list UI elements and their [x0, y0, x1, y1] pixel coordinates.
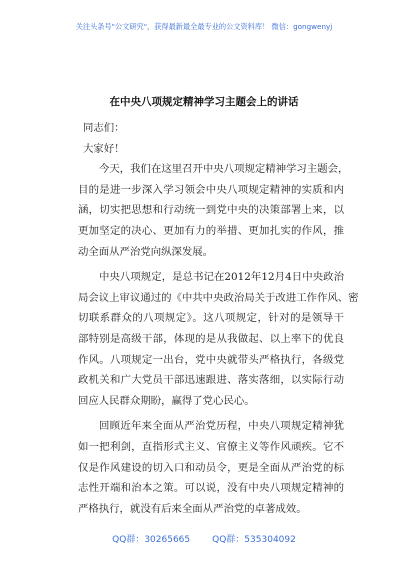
salutation: 同志们：	[83, 122, 125, 134]
document-title: 在中央八项规定精神学习主题会上的讲话	[109, 96, 299, 108]
footer	[0, 534, 408, 546]
paragraph	[78, 416, 344, 519]
greeting: 大家好！	[83, 142, 125, 155]
text-line: 作风。八项规定一出台，党中央就带头严格执行，各级党	[78, 353, 344, 366]
text-line: 中央八项规定，是总书记在2012年12月4日中央政治	[99, 271, 344, 284]
text-line: 政机关和广大党员干部迅速跟进、落实落细，以实际行动	[78, 374, 344, 387]
footer-qq-group-2: QQ群：535304092	[212, 535, 296, 545]
text-line: 切联系群众的八项规定》。这八项规定，针对的是领导干	[78, 312, 344, 325]
text-line: 目的是进一步深入学习领会中央八项规定精神的实质和内	[78, 183, 344, 196]
paragraph	[78, 159, 349, 262]
text-line: 今天，我们在这里召开中央八项规定精神学习主题会，	[99, 163, 349, 176]
text-line: 严格执行，就没有后来全面从严治党的卓著成效。	[78, 502, 307, 515]
header-banner: 关注头条号"公文研究"，获得最新最全最专业的公文资料库！ 微信：gongwenyj	[75, 22, 333, 31]
text-line: 志性开端和治本之策。可以说，没有中央八项规定精神的	[78, 482, 344, 495]
document-body	[78, 118, 359, 524]
text-line: 更加坚定的决心、更加有力的举措、更加扎实的作风，推	[78, 224, 344, 237]
text-line: 如一把利剑，直指形式主义、官僚主义等作风顽疾。它不	[78, 440, 344, 453]
text-line: 回顾近年来全面从严治党历程，中央八项规定精神犹	[99, 420, 344, 433]
text-line: 回应人民群众期盼，赢得了党心民心。	[78, 394, 255, 407]
footer-qq-group-1: QQ群：30265665	[112, 535, 191, 545]
text-line: 仅是作风建设的切入口和动员令，更是全面从严治党的标	[78, 461, 344, 474]
text-line: 涵，切实把思想和行动统一到党中央的决策部署上来，以	[78, 204, 344, 217]
text-line: 局会议上审议通过的《中共中央政治局关于改进工作作风、密	[78, 291, 359, 304]
text-line: 动全面从严治党向纵深发展。	[78, 245, 214, 258]
paragraph	[78, 267, 359, 411]
text-line: 部特别是高级干部，体现的是从我做起、以上率下的优良	[78, 332, 344, 345]
